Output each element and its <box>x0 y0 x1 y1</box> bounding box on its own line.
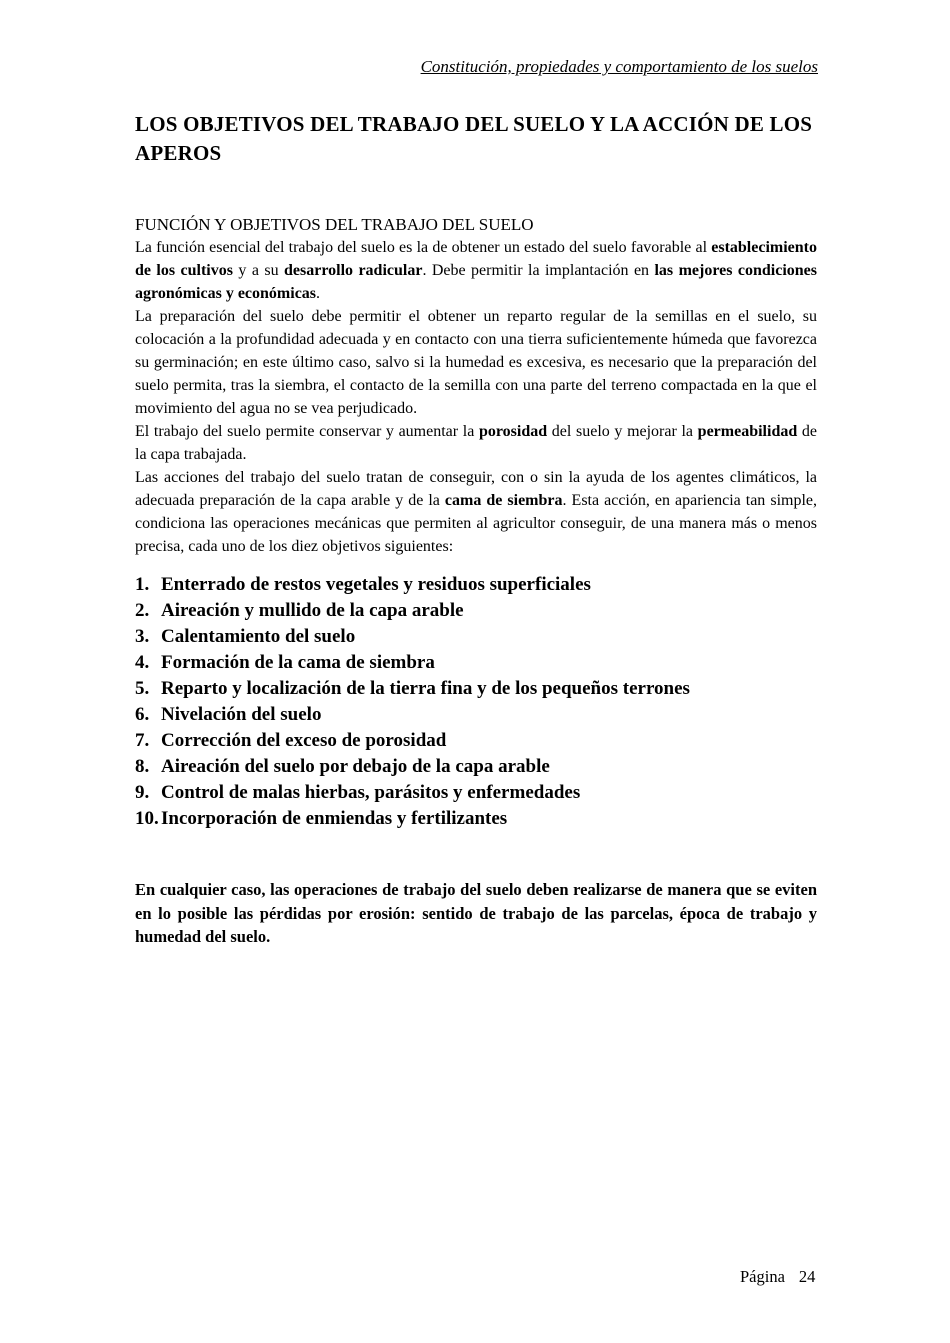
item-number: 9. <box>135 782 150 803</box>
list-item <box>135 624 817 650</box>
item-number: 2. <box>135 600 150 621</box>
list-item <box>135 572 817 598</box>
paragraph-porosidad <box>135 420 817 466</box>
text-run: La función esencial del trabajo del suelo es la de obtener un estado del suelo favorable al <box>135 239 712 256</box>
list-item <box>135 702 817 728</box>
text-run-bold: establecimiento de los cultivos <box>135 239 817 279</box>
item-number: 5. <box>135 678 150 699</box>
text-run: Las acciones del trabajo del suelo tratan de conseguir, con o sin la ayuda de los agentes climáticos, la adecuada preparación de la capa arable y de la <box>135 469 817 509</box>
text-run: . <box>316 285 321 302</box>
page-header: Constitución, propiedades y comportamiento de los suelos <box>420 57 818 76</box>
list-item <box>135 598 817 624</box>
item-number: 7. <box>135 730 150 751</box>
item-text: Nivelación del suelo <box>161 704 322 725</box>
paragraph-funcion-esencial <box>135 236 817 305</box>
text-run: del suelo y mejorar la <box>547 423 698 440</box>
item-number: 8. <box>135 756 150 777</box>
list-item <box>135 754 817 780</box>
list-item <box>135 806 817 832</box>
text-run: La preparación del suelo debe permitir el obtener un reparto regular de la semillas en el suelo, su colocación a la profundidad adecuada y en contacto con una tierra suficientemente húmeda que favorezca su germinación; en este último caso, salvo si la humedad es excesiva, es necesario que la preparación del suelo permita, tras la siembra, el contacto de la semilla con una parte del terreno compactada en la que el movimiento del agua no se vea perjudicado. <box>135 308 817 417</box>
section-heading: FUNCIÓN Y OBJETIVOS DEL TRABAJO DEL SUELO <box>135 215 534 234</box>
page-footer <box>740 1266 815 1287</box>
item-number: 10. <box>135 808 159 829</box>
text-run-bold: cama de siembra <box>444 492 563 509</box>
item-text: Incorporación de enmiendas y fertilizantes <box>161 808 508 829</box>
item-text: Enterrado de restos vegetales y residuos superficiales <box>161 574 591 595</box>
list-item <box>135 780 817 806</box>
item-text: Aireación del suelo por debajo de la capa arable <box>161 756 550 777</box>
list-item <box>135 728 817 754</box>
text-run-bold: las mejores condiciones agronómicas y económicas <box>135 262 818 302</box>
text-run: y a su <box>232 262 284 279</box>
text-run: El trabajo del suelo permite conservar y aumentar la <box>135 423 479 440</box>
item-text: Calentamiento del suelo <box>161 626 356 647</box>
text-run: . Debe permitir la implantación en <box>422 262 655 279</box>
text-run: . Esta acción, en apariencia tan simple, condiciona las operaciones mecánicas que permiten al agricultor conseguir, de una manera más o menos precisa, cada uno de los diez objetivos siguientes: <box>135 492 818 555</box>
item-text: Control de malas hierbas, parásitos y enfermedades <box>161 782 581 803</box>
objectives-list <box>135 572 817 832</box>
closing-paragraph: En cualquier caso, las operaciones de trabajo del suelo deben realizarse de manera que se eviten en lo posible las pérdidas por erosión: sentido de trabajo de las parcelas, época de trabajo y humedad del suelo. <box>135 880 817 946</box>
list-item <box>135 676 817 702</box>
item-number: 3. <box>135 626 150 647</box>
footer-label: Página <box>740 1267 785 1286</box>
list-item <box>135 650 817 676</box>
paragraph-preparacion-suelo <box>135 305 817 420</box>
paragraph-acciones-trabajo <box>135 466 817 558</box>
text-run: de la capa trabajada. <box>135 423 817 463</box>
item-text: Reparto y localización de la tierra fina y de los pequeños terrones <box>161 678 690 699</box>
text-run-bold: permeabilidad <box>697 423 798 440</box>
item-text: Corrección del exceso de porosidad <box>161 730 447 751</box>
page-number: 24 <box>798 1267 816 1286</box>
item-number: 4. <box>135 652 150 673</box>
text-run-bold: porosidad <box>478 423 548 440</box>
item-number: 6. <box>135 704 150 725</box>
text-run-bold: desarrollo radicular <box>284 262 423 279</box>
page-title: LOS OBJETIVOS DEL TRABAJO DEL SUELO Y LA ACCIÓN DE LOS APEROS <box>135 112 813 165</box>
item-text: Formación de la cama de siembra <box>161 652 435 673</box>
page-content <box>135 110 817 965</box>
item-text: Aireación y mullido de la capa arable <box>161 600 464 621</box>
item-number: 1. <box>135 574 150 595</box>
